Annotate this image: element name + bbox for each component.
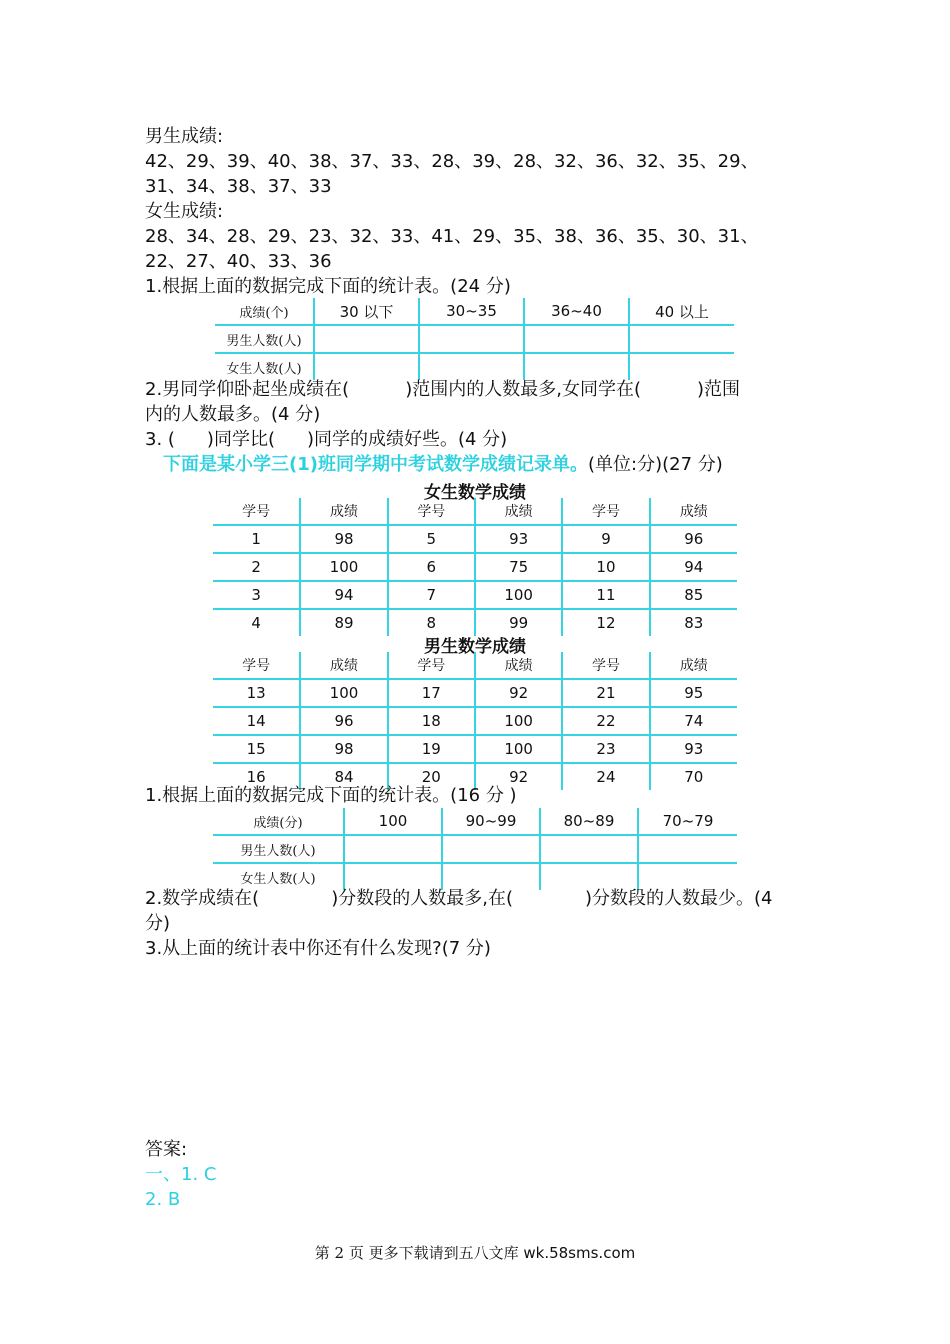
part1-question1: 1.根据上面的数据完成下面的统计表。(24 分) <box>145 276 511 297</box>
table-cell: 14 <box>213 707 300 735</box>
blank-cell <box>314 325 419 353</box>
table-cell: 100 <box>300 679 387 707</box>
q2-text-a: 2.数学成绩在( <box>145 888 260 909</box>
answers-label: 答案: <box>145 1139 188 1160</box>
blank-cell <box>344 835 442 863</box>
table-row <box>213 652 737 679</box>
table-header-cell: 36~40 <box>524 298 629 325</box>
q3-text-b: )同学比( <box>206 429 275 450</box>
table-header-cell: 成绩 <box>650 652 737 679</box>
table-row <box>215 325 734 353</box>
table-header-cell: 90~99 <box>442 808 540 835</box>
row-label-boys: 男生人数(人) <box>213 835 344 863</box>
table-cell: 100 <box>475 707 562 735</box>
girls-math-table <box>213 498 737 636</box>
table-cell: 24 <box>562 763 649 790</box>
girls-label: 女生成绩: <box>145 201 224 222</box>
table-header-cell: 成绩 <box>475 652 562 679</box>
table-header-cell: 30~35 <box>419 298 524 325</box>
table-row <box>213 525 737 553</box>
section2-question1: 1.根据上面的数据完成下面的统计表。(16 分 ) <box>145 785 517 806</box>
blank-cell <box>540 835 638 863</box>
table-header-cell: 学号 <box>213 652 300 679</box>
table-row <box>213 581 737 609</box>
table-cell: 21 <box>562 679 649 707</box>
table-header-cell: 成绩 <box>300 652 387 679</box>
boys-table-title: 男生数学成绩 <box>424 637 526 657</box>
part1-question3 <box>145 427 810 452</box>
table-header-cell: 学号 <box>213 498 300 525</box>
blank-cell <box>638 835 737 863</box>
table-header-cell: 成绩 <box>300 498 387 525</box>
blank-cell <box>629 325 734 353</box>
table-header-cell: 学号 <box>388 652 475 679</box>
table-cell: 8 <box>388 609 475 636</box>
table-cell: 100 <box>475 735 562 763</box>
table-cell: 2 <box>213 553 300 581</box>
table-cell: 18 <box>388 707 475 735</box>
table-cell: 4 <box>213 609 300 636</box>
boys-math-table <box>213 652 737 790</box>
section2-question2 <box>145 886 810 911</box>
table-cell: 100 <box>300 553 387 581</box>
girls-scores-line1: 28、34、28、29、23、32、33、41、29、35、38、36、35、30、31、 <box>145 226 759 247</box>
table-row <box>213 498 737 525</box>
part1-question2-line2: 内的人数最多。(4 分) <box>145 404 321 425</box>
math-stat-table <box>213 808 737 890</box>
table-cell: 16 <box>213 763 300 790</box>
table-cell: 98 <box>300 525 387 553</box>
table-cell: 19 <box>388 735 475 763</box>
table-row <box>213 679 737 707</box>
table-cell: 89 <box>300 609 387 636</box>
table-row <box>215 353 734 380</box>
table-cell: 74 <box>650 707 737 735</box>
table-cell: 9 <box>562 525 649 553</box>
table-cell: 75 <box>475 553 562 581</box>
table-header-cell: 成绩 <box>475 498 562 525</box>
table-header-cell: 成绩(个) <box>215 298 314 325</box>
table-cell: 15 <box>213 735 300 763</box>
table-cell: 11 <box>562 581 649 609</box>
table-header-cell: 80~89 <box>540 808 638 835</box>
table-row <box>213 553 737 581</box>
blank-cell <box>442 835 540 863</box>
situp-stat-table <box>215 298 734 380</box>
footer-site-link[interactable]: wk.58sms.com <box>523 1244 636 1262</box>
table-cell: 93 <box>650 735 737 763</box>
table-row <box>213 735 737 763</box>
table-cell: 10 <box>562 553 649 581</box>
footer-text: 第 2 页 更多下载请到五八文库 <box>314 1244 524 1262</box>
row-label-girls: 女生人数(人) <box>213 863 344 890</box>
answer-line1: 一、1. C <box>145 1164 217 1185</box>
table-cell: 13 <box>213 679 300 707</box>
part1-question2 <box>145 377 810 402</box>
row-label-girls: 女生人数(人) <box>215 353 314 380</box>
table-cell: 94 <box>650 553 737 581</box>
table-cell: 100 <box>475 581 562 609</box>
table-cell: 23 <box>562 735 649 763</box>
boys-scores-line2: 31、34、38、37、33 <box>145 176 332 197</box>
table-cell: 1 <box>213 525 300 553</box>
q2-text-c: )范围 <box>696 379 740 400</box>
section2-intro-rest: (单位:分)(27 分) <box>587 454 723 475</box>
page-footer <box>0 1242 950 1263</box>
table-cell: 94 <box>300 581 387 609</box>
section2-intro <box>163 452 828 477</box>
blank-cell <box>524 325 629 353</box>
table-cell: 70 <box>684 768 704 786</box>
table-header-cell: 40 以上 <box>629 298 734 325</box>
table-header-cell: 100 <box>344 808 442 835</box>
table-cell: 12 <box>562 609 649 636</box>
table-cell: 92 <box>475 679 562 707</box>
blank-cell <box>314 353 419 380</box>
table-row <box>215 298 734 325</box>
blank-cell <box>524 353 629 380</box>
boys-scores-line1: 42、29、39、40、38、37、33、28、39、28、32、36、32、35、29、 <box>145 151 759 172</box>
blank-cell <box>419 353 524 380</box>
table-header-cell: 70~79 <box>638 808 737 835</box>
girls-table-title: 女生数学成绩 <box>424 483 526 503</box>
table-cell: 22 <box>562 707 649 735</box>
table-cell: 93 <box>475 525 562 553</box>
girls-scores-line2: 22、27、40、33、36 <box>145 251 332 272</box>
q2-text-a: 2.男同学仰卧起坐成绩在( <box>145 379 350 400</box>
table-cell: 85 <box>650 581 737 609</box>
blank-cell <box>629 353 734 380</box>
table-header-cell: 成绩 <box>650 498 737 525</box>
table-row <box>213 835 737 863</box>
table-cell: 6 <box>388 553 475 581</box>
table-cell: 3 <box>213 581 300 609</box>
table-cell: 17 <box>388 679 475 707</box>
boys-label: 男生成绩: <box>145 126 224 147</box>
table-cell: 96 <box>650 525 737 553</box>
table-header-cell: 学号 <box>562 652 649 679</box>
table-row <box>213 808 737 835</box>
q2-text-b: )分数段的人数最多,在( <box>331 888 513 909</box>
table-cell: 92 <box>475 763 562 790</box>
table-cell: 7 <box>388 581 475 609</box>
table-cell: 95 <box>650 679 737 707</box>
row-label-boys: 男生人数(人) <box>215 325 314 353</box>
table-cell: 84 <box>300 763 387 790</box>
table-row <box>213 707 737 735</box>
table-header-cell: 学号 <box>562 498 649 525</box>
answer-line2: 2. B <box>145 1189 181 1210</box>
table-cell: 96 <box>300 707 387 735</box>
table-cell: 99 <box>475 609 562 636</box>
blank-cell <box>419 325 524 353</box>
table-cell: 20 <box>388 763 475 790</box>
q3-text-a: 3. ( <box>145 429 175 450</box>
table-cell: 5 <box>388 525 475 553</box>
q3-text-c: )同学的成绩好些。(4 分) <box>306 429 508 450</box>
section2-intro-highlight: 下面是某小学三(1)班同学期中考试数学成绩记录单。 <box>163 454 588 475</box>
table-cell: 83 <box>684 614 704 632</box>
q2-text-b: )范围内的人数最多,女同学在( <box>405 379 641 400</box>
q2-text-c: )分数段的人数最少。(4 <box>584 888 773 909</box>
table-cell: 98 <box>300 735 387 763</box>
section2-question2-line2: 分) <box>145 913 171 934</box>
table-header-cell: 30 以下 <box>314 298 419 325</box>
section2-question3: 3.从上面的统计表中你还有什么发现?(7 分) <box>145 938 491 959</box>
table-header-cell: 成绩(分) <box>213 808 344 835</box>
table-header-cell: 学号 <box>388 498 475 525</box>
